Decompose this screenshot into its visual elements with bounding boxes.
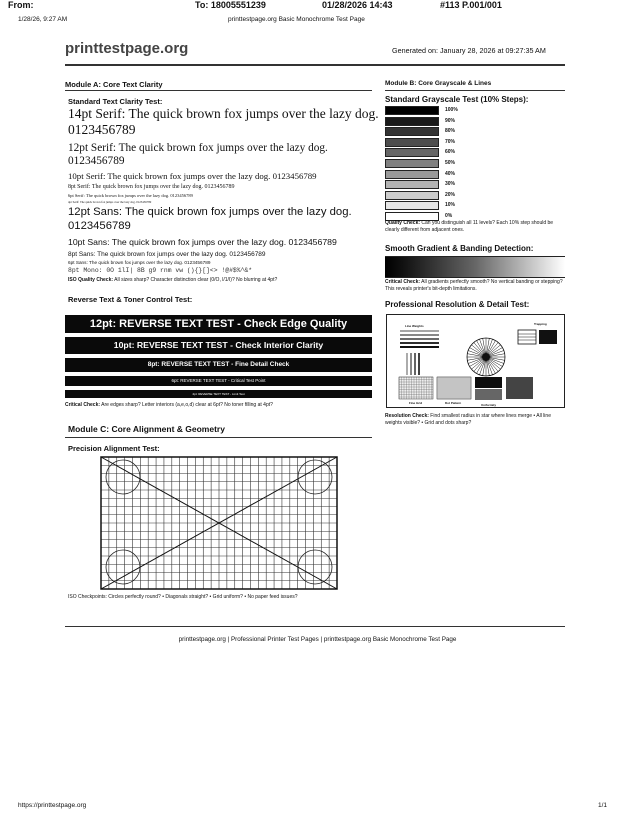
fax-to: To: 18005551239 xyxy=(195,0,266,10)
gray-level-label: 20% xyxy=(445,191,456,198)
reverse-bar-10pt: 10pt: REVERSE TEXT TEST - Check Interior Clarity xyxy=(65,337,372,354)
grayscale-quality-check xyxy=(385,220,565,233)
module-c-title: Module C: Core Alignment & Geometry xyxy=(68,424,225,434)
reverse-bar-8pt: 8pt: REVERSE TEXT TEST - Fine Detail Check xyxy=(65,358,372,372)
gray-swatch-40 xyxy=(385,170,439,179)
reverse-critical-check xyxy=(65,402,273,408)
reverse-text-title: Reverse Text & Toner Control Test: xyxy=(68,295,193,304)
resolution-title: Professional Resolution & Detail Test: xyxy=(385,300,530,309)
line-weights-label: Line Weights xyxy=(405,324,424,328)
dot-pattern-label: Dot Pattern xyxy=(445,401,462,405)
gray-swatch-80 xyxy=(385,127,439,136)
quality-label: Quality Check: xyxy=(385,220,421,226)
gradient-check-label: Critical Check: xyxy=(385,279,421,285)
serif-12-text: 12pt Serif: The quick brown fox jumps over the lazy dog. xyxy=(68,142,328,154)
fax-page: #113 P.001/001 xyxy=(440,0,502,10)
uniformity-label: Uniformity xyxy=(481,403,496,407)
gray-level-label: 40% xyxy=(445,170,456,177)
uniformity-gray xyxy=(475,389,502,400)
reverse-check-text: Are edges sharp? Letter interiors (a,e,o,d) clear at 6pt? No toner filling at 4pt? xyxy=(100,402,273,408)
serif-4-text: 4pt Serif: The quick brown fox jumps over the lazy dog. 0123456789 xyxy=(68,200,152,204)
corner-circle xyxy=(106,550,140,584)
serif-8-text: 8pt Serif: The quick brown fox jumps over the lazy dog. 0123456789 xyxy=(68,184,235,190)
module-b-divider xyxy=(385,90,565,91)
iso-quality-check xyxy=(68,277,277,283)
reverse-check-label: Critical Check: xyxy=(65,402,101,408)
gray-level-label: 100% xyxy=(445,107,458,113)
gray-swatch-90 xyxy=(385,117,439,126)
gray-level-label: 80% xyxy=(445,128,456,135)
module-a-divider xyxy=(65,90,372,91)
module-b-title: Module B: Core Grayscale & Lines xyxy=(385,80,492,87)
uniformity-dark xyxy=(506,377,533,399)
alignment-title: Precision Alignment Test: xyxy=(68,444,160,453)
resolution-test-panel xyxy=(386,314,565,408)
fine-grid-label: Fine Grid xyxy=(409,401,423,405)
gray-swatch-60 xyxy=(385,148,439,157)
serif-14-digits: 0123456789 xyxy=(68,122,136,137)
serif-6-text: 6pt Serif: The quick brown fox jumps over the lazy dog. 0123456789 xyxy=(68,193,193,198)
sans-10-text: 10pt Sans: The quick brown fox jumps over the lazy dog. 0123456789 xyxy=(68,237,337,247)
dot-pattern xyxy=(437,377,471,399)
print-page-number: 1/1 xyxy=(598,802,608,809)
module-a-title: Module A: Core Text Clarity xyxy=(65,80,163,89)
sans-12-digits: 0123456789 xyxy=(68,220,131,232)
resolution-check xyxy=(385,413,565,426)
serif-10-text: 10pt Serif: The quick brown fox jumps over the lazy dog. 0123456789 xyxy=(68,171,317,181)
gray-level-label: 60% xyxy=(445,149,456,156)
logo: printtestpage.org xyxy=(65,40,189,57)
gray-swatch-50 xyxy=(385,159,439,168)
sans-6-text: 6pt Sans: The quick brown fox jumps over the lazy dog. 0123456789 xyxy=(68,260,211,265)
gradient-bar xyxy=(385,256,565,278)
sans-12-text: 12pt Sans: The quick brown fox jumps over the lazy dog. xyxy=(68,206,352,218)
footer-divider xyxy=(65,626,565,627)
gradient-check-text: All gradients perfectly smooth? No vertical banding or stepping? This reveals printer's bit-depth limitations. xyxy=(385,279,563,292)
reverse-bar-12pt: 12pt: REVERSE TEXT TEST - Check Edge Quality xyxy=(65,315,372,333)
gray-swatch-100 xyxy=(385,106,439,115)
iso-quality-text: All sizes sharp? Character distinction clear (0/O, l/1/I)? No blurring at 4pt? xyxy=(113,277,278,283)
iso-quality-label: ISO Quality Check: xyxy=(68,277,114,283)
print-datetime: 1/28/26, 9:27 AM xyxy=(18,16,68,23)
text-clarity-title: Standard Text Clarity Test: xyxy=(68,97,163,106)
serif-12-digits: 0123456789 xyxy=(68,155,125,167)
sans-8-text: 8pt Sans: The quick brown fox jumps over the lazy dog. 0123456789 xyxy=(68,251,266,258)
generated-timestamp: Generated on: January 28, 2026 at 09:27:35 AM xyxy=(392,46,546,55)
gray-swatch-70 xyxy=(385,138,439,147)
iso-checkpoints: ISO Checkpoints: Circles perfectly round? • Diagonals straight? • Grid uniform? • No paper feed issues? xyxy=(68,594,298,600)
trapping-black xyxy=(539,330,557,344)
serif-14-text: 14pt Serif: The quick brown fox jumps over the lazy dog. xyxy=(68,106,379,121)
trapping-label: Trapping xyxy=(534,322,547,326)
star-center xyxy=(482,353,490,361)
header-divider xyxy=(65,64,565,66)
mono-8-text: 8pt Mono: 0O 1lI| 8B g9 rnm vw (){}[]<> !@#$%^&* xyxy=(68,267,253,274)
footer-text: printtestpage.org | Professional Printer Test Pages | printtestpage.org Basic Monochrome Test Page xyxy=(178,636,457,643)
gray-level-label: 90% xyxy=(445,117,456,124)
resolution-graphics xyxy=(387,315,565,408)
reverse-bar-4pt: 4pt: REVERSE TEXT TEST - Limit Test xyxy=(65,390,372,398)
print-url: https://printtestpage.org xyxy=(18,802,87,809)
uniformity-black xyxy=(475,377,502,388)
grayscale-title: Standard Grayscale Test (10% Steps): xyxy=(385,95,529,104)
gradient-title: Smooth Gradient & Banding Detection: xyxy=(385,244,534,253)
gray-level-label: 10% xyxy=(445,202,456,209)
gray-swatch-30 xyxy=(385,180,439,189)
fax-datetime: 01/28/2026 14:43 xyxy=(322,0,393,10)
gray-swatch-10 xyxy=(385,201,439,210)
alignment-grid xyxy=(100,456,338,590)
quality-text: Can you distinguish all 11 levels? Each 10% step should be clearly different from adjacent ones. xyxy=(385,220,554,233)
resolution-check-label: Resolution Check: xyxy=(385,413,429,419)
fax-from: From: xyxy=(8,0,34,10)
gray-level-label: 30% xyxy=(445,181,456,188)
print-title: printtestpage.org Basic Monochrome Test Page xyxy=(228,16,365,23)
gray-level-label: 50% xyxy=(445,160,456,166)
gray-level-label: 0% xyxy=(445,213,453,219)
resolution-check-text: Find smallest radius in star where lines merge • All line weights visible? • Grid and dots sharp? xyxy=(385,413,551,426)
corner-circle xyxy=(298,550,332,584)
gradient-critical-check xyxy=(385,279,565,292)
gray-swatch-20 xyxy=(385,191,439,200)
reverse-bar-6pt: 6pt: REVERSE TEXT TEST - Critical Test Point xyxy=(65,376,372,386)
module-c-divider xyxy=(65,437,372,438)
gray-level-label: 70% xyxy=(445,138,456,145)
